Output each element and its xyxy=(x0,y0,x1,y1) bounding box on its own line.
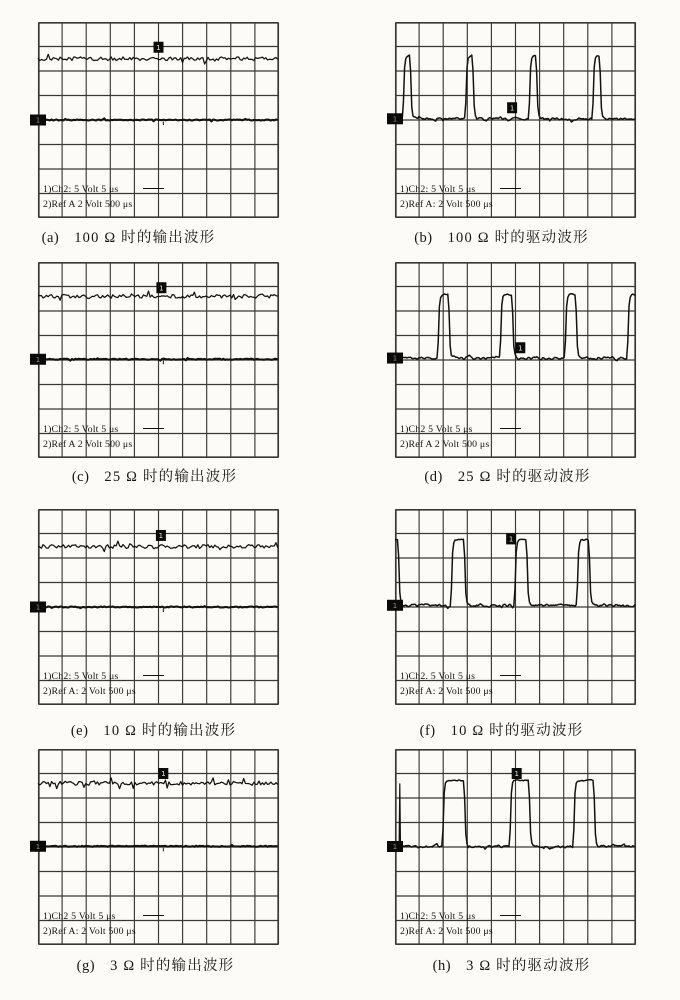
subfigure-caption xyxy=(387,465,628,486)
scale-annotation-line1: 1)Ch2. 5 Volt 5 μs xyxy=(400,671,476,682)
reference-trace xyxy=(38,118,278,121)
oscilloscope-subfigure xyxy=(392,262,636,486)
reference-trace xyxy=(38,358,278,361)
subfigure-caption xyxy=(8,226,249,247)
channel-marker-label: 1 xyxy=(392,354,398,363)
subfigure-title: 3 Ω 时的输出波形 xyxy=(110,958,235,974)
oscilloscope-screen xyxy=(392,22,636,218)
trigger-level-marker-label: 1 xyxy=(158,532,164,541)
scale-annotation-line1: 1)Ch2: 5 Volt 5 μs xyxy=(400,911,476,922)
oscilloscope-subfigure xyxy=(35,22,279,247)
channel-marker-label: 1 xyxy=(392,115,398,124)
scale-annotation-line2: 2)Ref A: 2 Volt 500 μs xyxy=(400,926,493,937)
trigger-level-marker-label: 1 xyxy=(508,535,514,544)
trigger-level-marker xyxy=(156,282,166,293)
subfigure-title: 3 Ω 时的驱动波形 xyxy=(466,958,591,974)
channel-marker xyxy=(387,113,403,124)
scale-annotation-line1: 1)Ch2: 5 Volt 5 μs xyxy=(43,671,119,682)
oscilloscope-screen xyxy=(35,749,279,945)
output-trace xyxy=(38,541,278,552)
trigger-level-marker xyxy=(507,102,517,113)
scale-annotation-line2: 2)Ref A 2 Volt 500 μs xyxy=(43,439,133,450)
scale-annotation-line1: 1)Ch2: 5 Volt 5 μs xyxy=(400,184,476,195)
channel-marker xyxy=(30,841,46,852)
subfigure-index: (h) xyxy=(432,958,452,974)
channel-marker xyxy=(30,115,46,126)
subfigure-caption xyxy=(381,226,622,247)
channel-marker-label: 1 xyxy=(35,355,41,364)
trigger-level-marker-label: 1 xyxy=(161,770,166,779)
channel-marker xyxy=(387,600,403,611)
subfigure-caption xyxy=(391,954,632,975)
subfigure-title: 25 Ω 时的驱动波形 xyxy=(457,469,591,485)
channel-marker-label: 1 xyxy=(392,843,398,852)
subfigure-index: (f) xyxy=(419,723,436,739)
trigger-level-marker xyxy=(506,533,516,544)
oscilloscope-subfigure xyxy=(35,509,279,740)
scale-annotation-line2: 2)Ref A: 2 Volt 500 μs xyxy=(400,686,493,697)
oscilloscope-screen xyxy=(35,509,279,705)
scale-annotation-line2: 2)Ref A 2 Volt 500 μs xyxy=(400,439,490,450)
channel-marker xyxy=(387,353,403,364)
subfigure-index: (c) xyxy=(71,469,90,485)
subfigure-title: 100 Ω 时的输出波形 xyxy=(74,230,216,246)
subfigure-index: (a) xyxy=(41,230,60,246)
oscilloscope-screen xyxy=(392,509,636,705)
subfigure-caption xyxy=(33,719,274,740)
channel-marker xyxy=(30,602,46,613)
trigger-level-marker xyxy=(515,342,525,353)
subfigure-title: 100 Ω 时的驱动波形 xyxy=(447,230,589,246)
scale-annotation-line1: 1)Ch2: 5 Volt 5 μs xyxy=(43,184,119,195)
trigger-level-marker xyxy=(154,42,164,53)
subfigure-index: (e) xyxy=(70,723,89,739)
scale-annotation-line2: 2)Ref A: 2 Volt 500 μs xyxy=(43,686,136,697)
subfigure-index: (b) xyxy=(414,230,433,246)
scale-annotation-line1: 1)Ch2: 5 Volt 5 μs xyxy=(43,424,119,435)
glitch-spike xyxy=(399,783,400,846)
oscilloscope-screen xyxy=(35,262,279,458)
channel-marker-label: 1 xyxy=(35,842,41,851)
subfigure-title: 25 Ω 时的输出波形 xyxy=(104,469,238,485)
oscilloscope-screen xyxy=(392,749,636,945)
oscilloscope-subfigure xyxy=(392,22,636,247)
subfigure-caption xyxy=(34,465,275,486)
oscilloscope-subfigure xyxy=(35,749,279,975)
oscilloscope-subfigure xyxy=(392,749,636,975)
trigger-level-marker-label: 1 xyxy=(509,104,515,113)
subfigure-caption xyxy=(35,954,276,975)
trigger-level-marker xyxy=(512,768,522,779)
channel-marker-label: 1 xyxy=(35,116,41,125)
subfigure-title: 10 Ω 时的驱动波形 xyxy=(450,723,584,739)
output-trace xyxy=(38,54,278,64)
oscilloscope-subfigure xyxy=(392,509,636,740)
subfigure-index: (d) xyxy=(424,469,443,485)
reference-trace xyxy=(38,606,278,608)
trigger-level-marker-label: 1 xyxy=(159,284,164,293)
scale-annotation-line2: 2)Ref A 2 Volt 500 μs xyxy=(43,199,133,210)
oscilloscope-subfigure xyxy=(35,262,279,486)
channel-marker xyxy=(30,354,46,365)
trigger-level-marker-label: 1 xyxy=(514,770,519,779)
trigger-level-marker-label: 1 xyxy=(156,43,161,52)
channel-marker-label: 1 xyxy=(35,603,41,612)
trigger-level-marker xyxy=(158,768,168,779)
scale-annotation-line1: 1)Ch2 5 Volt 5 μs xyxy=(400,424,473,435)
channel-marker xyxy=(387,841,403,852)
reference-trace xyxy=(38,845,278,847)
scale-annotation-line1: 1)Ch2 5 Volt 5 μs xyxy=(43,911,116,922)
subfigure-title: 10 Ω 时的输出波形 xyxy=(103,723,237,739)
output-trace xyxy=(38,778,278,789)
trigger-level-marker xyxy=(156,530,166,541)
oscilloscope-screen xyxy=(392,262,636,458)
trigger-level-marker-label: 1 xyxy=(518,344,523,353)
channel-marker-label: 1 xyxy=(392,601,398,610)
scale-annotation-line2: 2)Ref A: 2 Volt 500 μs xyxy=(43,926,136,937)
oscilloscope-screen xyxy=(35,22,279,218)
subfigure-caption xyxy=(381,719,622,740)
subfigure-index: (g) xyxy=(76,958,96,974)
scale-annotation-line2: 2)Ref A: 2 Volt 500 μs xyxy=(400,199,493,210)
